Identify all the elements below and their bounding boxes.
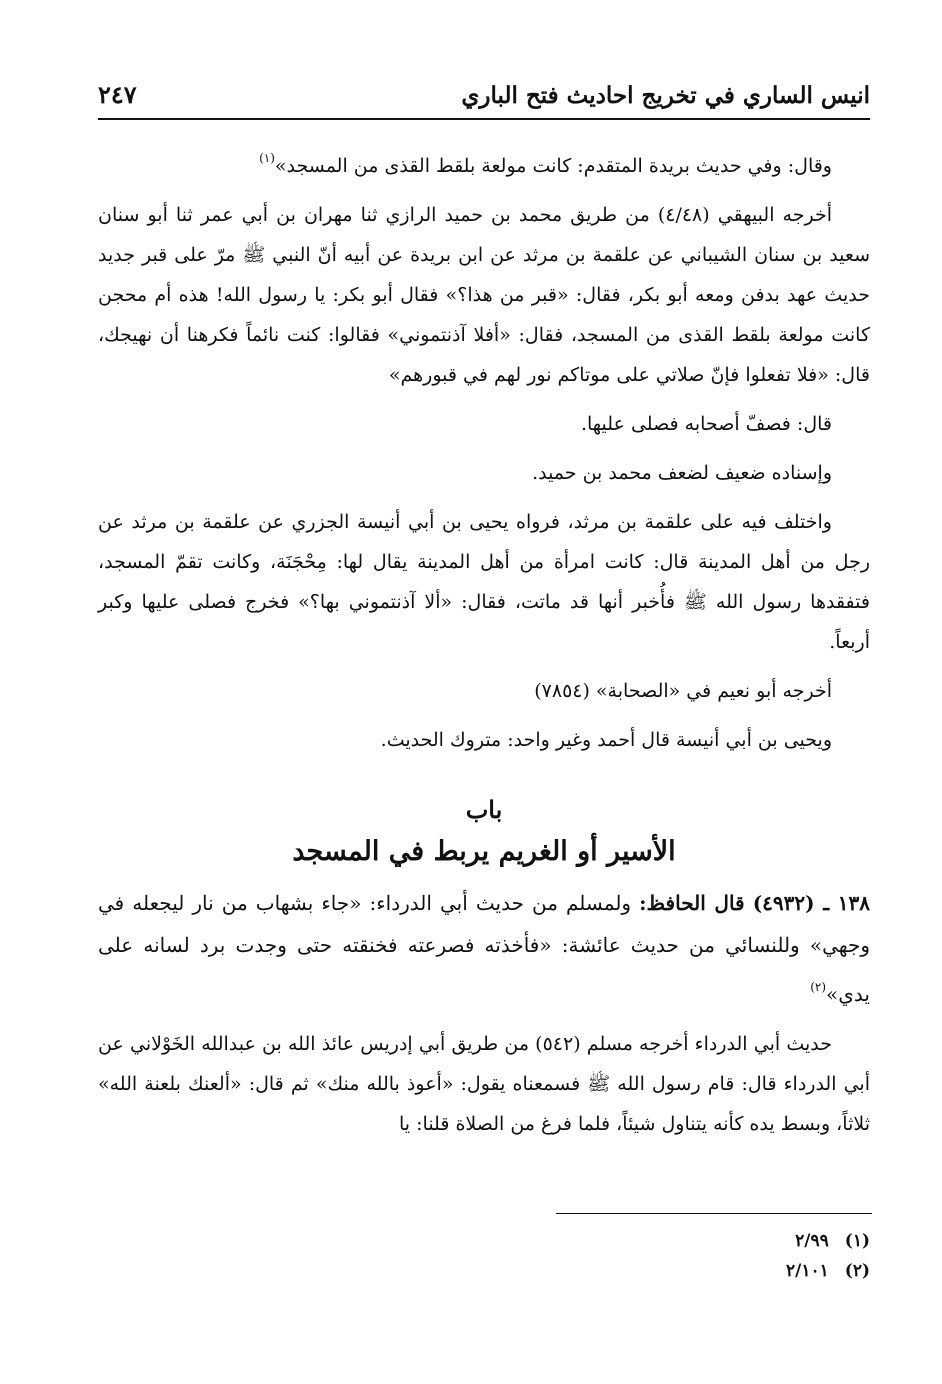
chapter-heading xyxy=(98,790,870,874)
footnote-mark: (١) xyxy=(844,1231,870,1251)
paragraph-7: ويحيى بن أبي أنيسة قال أحمد وغير واحد: متروك الحديث. xyxy=(380,729,832,751)
paragraph-3: قال: فصفّ أصحابه فصلى عليها. xyxy=(580,413,832,435)
paragraph-text: وقال: وفي حديث بريدة المتقدم: كانت مولعة بلقط القذى من المسجد» xyxy=(274,155,832,177)
header-divider xyxy=(98,118,870,120)
footnote-mark: (٢) xyxy=(844,1261,870,1281)
paragraph-6: أخرجه أبو نعيم في «الصحابة» (٧٨٥٤) xyxy=(534,680,832,702)
paragraph-2: أخرجه البيهقي (٤/٤٨) من طريق محمد بن حميد الرازي ثنا مهران بن أبي عمر ثنا أبو سنان سعيد بن سنان الشيباني عن علقمة بن مرثد عن ابن بريدة عن أبيه أنّ النبي ﷺ مرّ على قبر جديد حديث عهد بدفن ومعه أبو بكر، فقال: «قبر من هذا؟» فقال أبو بكر: يا رسول الله! هذه أم محجن كانت مولعة بلقط القذى من المسجد، فقال: «أفلا آذنتموني» فقالوا: كنت نائماً فكرهنا أن نهيجك، قال: «فلا تفعلوا فإنّ صلاتي على موتاكم نور لهم في قبورهم» xyxy=(98,204,870,386)
hadith-entry xyxy=(98,882,870,1015)
footnote-text: ٢/١٠١ xyxy=(786,1261,829,1281)
chapter-word: باب xyxy=(465,795,503,824)
footnote-ref-1[interactable]: (١) xyxy=(259,151,275,165)
page-header xyxy=(98,76,870,116)
footnote-1 xyxy=(786,1226,870,1256)
footnote-ref-2[interactable]: (٢) xyxy=(810,980,827,994)
footnotes xyxy=(786,1226,870,1286)
footnote-divider xyxy=(556,1213,872,1214)
hadith-label: قال الحافظ: xyxy=(639,891,745,915)
page-number: ٢٤٧ xyxy=(98,80,137,109)
chapter-title: الأسير أو الغريم يربط في المسجد xyxy=(292,836,676,867)
footnote-text: ٢/٩٩ xyxy=(795,1231,829,1251)
hadith-number: ١٣٨ ـ (٤٩٣٢) xyxy=(752,891,871,915)
running-title: انيس الساري في تخريج احاديث فتح الباري xyxy=(461,82,870,109)
closing-paragraph: حديث أبي الدرداء أخرجه مسلم (٥٤٢) من طريق أبي إدريس عائذ الله بن عبدالله الخَوْلاني عن أبي الدرداء قال: قام رسول الله ﷺ فسمعناه يقول: «أعوذ بالله منك» ثم قال: «ألعنك بلعنة الله» ثلاثاً، وبسط يده كأنه يتناول شيئاً، فلما فرغ من الصلاة قلنا: يا xyxy=(98,1033,870,1135)
paragraph-5: واختلف فيه على علقمة بن مرثد، فرواه يحيى بن أبي أنيسة الجزري عن علقمة بن مرثد عن رجل من أهل المدينة قال: كانت امرأة من أهل المدينة يقال لها: مِحْجَنَة، وكانت تقمّ المسجد، فتفقدها رسول الله ﷺ فأُخبر أنها قد ماتت، فقال: «ألا آذنتموني بها؟» فخرج فصلى عليها وكبر أربعاً. xyxy=(98,511,870,653)
paragraph-1 xyxy=(98,138,870,186)
footnote-2 xyxy=(786,1256,870,1286)
paragraph-4: وإسناده ضعيف لضعف محمد بن حميد. xyxy=(532,462,832,484)
page-body xyxy=(98,138,870,1153)
hadith-text: ولمسلم من حديث أبي الدرداء: «جاء بشهاب من نار ليجعله في وجهي» وللنسائي من حديث عائشة: «فأخذته فصرعته فخنقته حتى وجدت برد لسانه على يدي» xyxy=(98,891,870,1006)
